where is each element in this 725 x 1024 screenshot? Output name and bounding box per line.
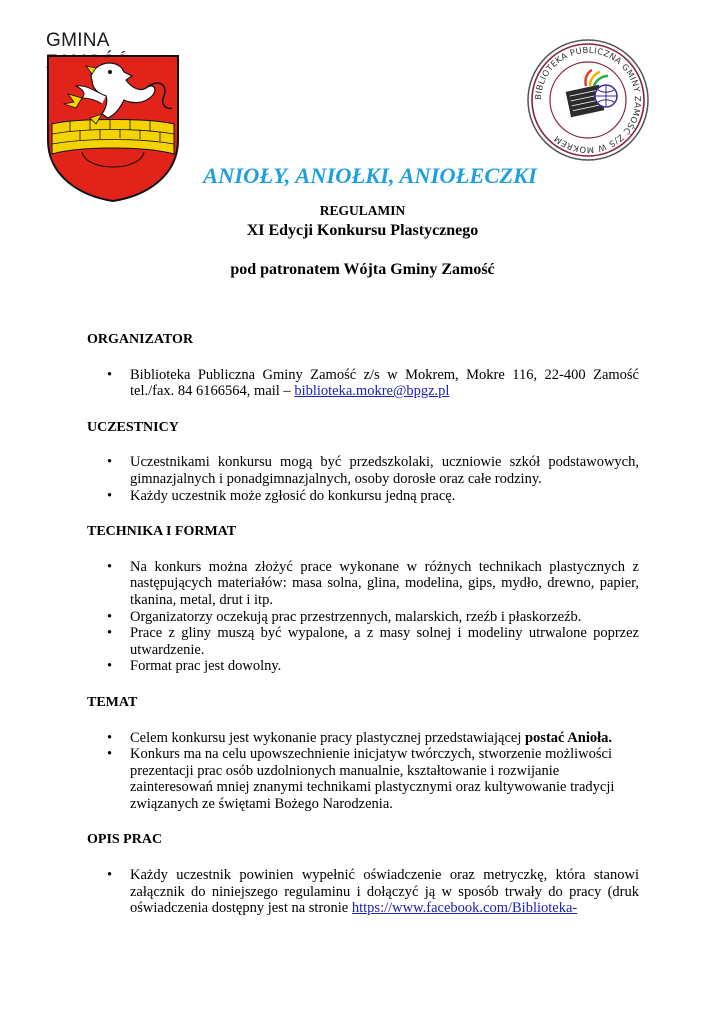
patronage-line: pod patronatem Wójta Gminy Zamość: [230, 261, 495, 278]
section-technique: [87, 524, 639, 675]
section-heading: OPIS PRAC: [87, 832, 163, 848]
list-item: • Prace z gliny muszą być wypalone, a z masy solnej i modeliny utrwalone poprzez utwardzenie.: [87, 625, 639, 658]
regulation-label: REGULAMIN: [319, 203, 406, 218]
list-item: [87, 867, 639, 917]
description-text: Każdy uczestnik powinien wypełnić oświadczenie oraz metryczkę, która stanowi załącznik do niniejszego regulaminu i dołączyć ją w sposób trwały do pracy (druk oświadczenia dostępny jest na stronie: [130, 867, 639, 917]
organizer-email-link[interactable]: biblioteka.mokre@bpgz.pl: [294, 383, 450, 400]
municipality-name: GMINA: [46, 30, 109, 51]
theme-bold: postać Anioła.: [524, 729, 612, 746]
section-participants: [87, 420, 639, 504]
section-description: [87, 832, 639, 916]
list-item: [87, 730, 639, 747]
list-item: • Na konkurs można złożyć prace wykonane w różnych technikach plastycznych z następujących materiałów: masa solna, glina, modelina, gips, mydło, drewno, papier, tkanina, metal, drut i itp.: [87, 559, 639, 609]
section-organizer: [87, 332, 639, 400]
section-heading: UCZESTNICY: [87, 419, 179, 435]
list-item: • Konkurs ma na celu upowszechnienie inicjatyw twórczych, stworzenie możliwości prezentacji prac osób uzdolnionych manualnie, kształtowanie i rozwijanie zainteresowań mniej znanymi technikami plastycznymi oraz kultywowanie tradycji związanych ze świętami Bożego Narodzenia.: [87, 746, 639, 812]
section-heading: TECHNIKA I FORMAT: [87, 524, 237, 540]
stamp-text: BIBLIOTEKA PUBLICZNA GMINY ZAMOŚĆ Z/S W MOKREM: [532, 44, 644, 156]
section-heading: ORGANIZATOR: [87, 332, 194, 347]
contest-title: ANIOŁY, ANIOŁKI, ANIOŁECZKI: [203, 163, 537, 188]
list-item: • Uczestnikami konkursu mogą być przedszkolaki, uczniowie szkół podstawowych, gimnazjalnych i ponadgimnazjalnych, osoby dorosłe oraz całe rodziny.: [87, 454, 639, 487]
section-heading: TEMAT: [87, 694, 138, 710]
library-stamp-icon: [526, 38, 650, 162]
regulation-body: [87, 332, 639, 937]
list-item: • Format prac jest dowolny.: [87, 658, 639, 675]
list-item: • Każdy uczestnik może zgłosić do konkursu jedną pracę.: [87, 488, 639, 505]
list-item: • Organizatorzy oczekują prac przestrzennych, malarskich, rzeźb i płaskorzeźb.: [87, 609, 639, 626]
organizer-address: Biblioteka Publiczna Gminy Zamość z/s w Mokrem, Mokre 116, 22-400 Zamość tel./fax. 84 6166564, mail –: [130, 366, 639, 400]
list-item: [87, 367, 639, 400]
section-theme: [87, 695, 639, 813]
facebook-link[interactable]: https://www.facebook.com/Biblioteka-: [351, 900, 578, 917]
theme-text: Celem konkursu jest wykonanie pracy plastycznej przedstawiającej: [130, 729, 525, 746]
regulation-subtitle: XI Edycji Konkursu Plastycznego: [246, 222, 479, 239]
